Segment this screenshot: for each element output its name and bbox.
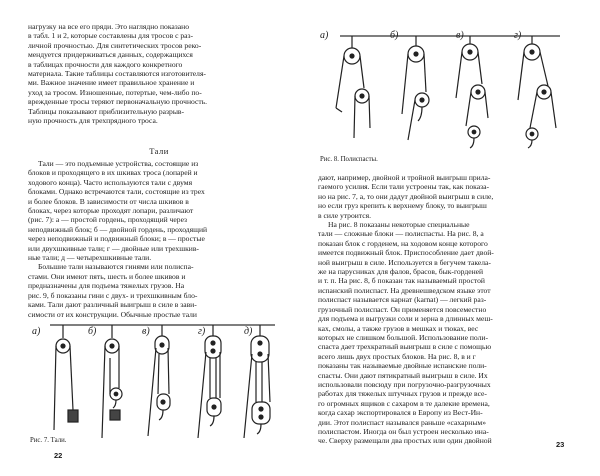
right-body-line: в силе утроится. [318,210,372,220]
left-body-line: через неподвижный и подвижный блоки; в — простые [28,234,205,244]
left-body-line: предназначены для подъема тяжелых грузов. На [28,281,185,291]
fig7-label-b: б) [88,326,97,337]
left-body-line: стами. Они имеют пять, шесть и более шкивов и [28,271,186,281]
left-body-line: рис. 9, б показаны гини с двух- и трехшкивным бло- [28,290,198,300]
tackle-d-block [198,325,221,438]
right-body-line: когда сахар экспортировался в Европу из Вест-Ин- [318,408,483,418]
tackle-b-block [102,325,122,438]
polyspast-d [518,36,556,148]
polyspast-a [336,36,370,138]
right-body-line: работах для тяжелых штучных грузов и прежде все- [318,389,487,399]
left-intro-text [28,22,290,125]
fig7-label-e: д) [244,326,253,337]
fig8-label-b: б) [390,30,399,41]
right-body-line: спасты. Они дают пятикратный выигрыш в силе. Их [318,370,488,380]
fig7-label-d: г) [198,326,206,337]
fig8-label-c: в) [456,30,464,41]
left-body-line: ные тали; д — четырехшкивные тали. [28,253,152,263]
figure-8-polyspasts [318,28,580,152]
right-body-line: полиспастом. Иногда он был устроен несколько ина- [318,426,489,436]
polyspast-b [402,36,429,140]
right-body-line: для подъема и выгрузки соли и зерна в длинных меш- [318,314,493,324]
right-body-line: спаста дает трехкратный выигрыш в силе с помощью [318,342,492,352]
right-body-line: но на рис. 7, а, то они дадут двойной выигрыш в силе, [318,191,494,201]
right-body-line: го огромных ящиков с сахаром в те далекие времена, [318,398,490,408]
left-body-line: блоков и проходящего в их шкивах троса (лопарей и [28,168,198,178]
figure-7-tackles [30,318,292,446]
right-body-line: грузочный полиспаст. Он применяется повсеместно [318,304,487,314]
right-body-line: гаемого усилия. Если тали устроены так, как показа- [318,182,490,192]
left-body-line: симости от их конструкции. Обычные простые тали [28,309,197,319]
left-intro-line: в табл. 1 и 2, которые составлены для тросов с раз- [28,31,194,41]
page-number-right: 23 [556,440,565,449]
right-body-line: дают, например, двойной и тройной выигрыш прила- [318,173,491,182]
figure-7-caption: Рис. 7. Тали. [30,437,67,444]
left-intro-line: Таблицы показывают приблизительную разрыв- [28,106,185,116]
fig7-label-c: в) [142,326,150,337]
left-body-line: (рис. 7): а — простой гордень, проходящий через [28,215,188,225]
page-number-left: 22 [54,451,63,460]
tackle-c-block [148,325,170,436]
left-intro-line: личной прочностью. Для синтетических тросов реко- [28,40,202,50]
right-body-line: тали — сложные блоки — полиспасты. На рис. 8, а [318,229,484,239]
right-body-line: ках, смолы, а также грузов в мешках и тюках, вес [318,323,479,333]
figure-8-caption: Рис. 8. Полиспасты. [320,156,378,163]
right-body-line: всего лишь двух простых блоков. На рис. 8, в и г [318,351,476,361]
right-body-line: испанский полиспаст. На древнешведском языке этот [318,285,491,295]
left-body-line: ками. Тали дают различный выигрыш в силе в зави- [28,300,197,310]
right-body-line: и т. п. На рис. 8, б показан так называемый простой [318,276,485,286]
left-intro-line: ную прочность для трехпрядного троса. [28,116,158,126]
right-body-line: но если груз крепить к верхнему блоку, то выигрыш [318,201,487,211]
left-body-text [28,159,290,319]
right-body-line: же на парусниках для фалов, брасов, бык-горденей [318,267,484,277]
left-body-line: блоках, через которые проходят лопари, различают [28,206,194,216]
left-intro-line: ми. Важное значение имеет правильное хранение и [28,78,195,88]
tackle-e-block [244,325,270,438]
right-body-line: ной выигрыш в силе. Используется в бегучем такела- [318,257,491,267]
right-body-line: На рис. 8 показаны некоторые специальные [328,220,470,230]
left-body-line: блоками. Однако встречаются тали, состоящие из трех [28,187,205,197]
right-body-line: показан блок с горденем, на ходовом конце которого [318,238,488,248]
right-body-line: показаны так называемые двойные испанские поли- [318,361,487,371]
left-intro-line: нагрузку на все его пряди. Это наглядно показано [28,22,190,31]
tackle-a-block [54,325,78,430]
left-intro-line: материала. Такие таблицы составляются изготовителя- [28,69,206,79]
fig8-label-d: г) [514,30,522,41]
right-body-line: которых не слишком большой. Использование поли- [318,332,489,342]
left-body-line: Большие тали называются гинями или полиспа- [38,262,194,272]
fig7-label-a: а) [32,326,41,337]
left-body-line: ходового конца). Часто используются тали с двумя [28,177,193,187]
right-body-line: дии. Этот полиспаст назывался раньше «сахарным» [318,417,487,427]
right-body-line: использовали повсюду при погрузочно-разгрузочных [318,379,491,389]
left-intro-line: в таблицах прочности для каждого конкретного [28,59,183,69]
left-intro-line: мендуется придерживаться данных, содержащихся [28,50,193,60]
left-body-line: и более блоков. В зависимости от числа шкивов в [28,196,189,206]
section-title: Тали [149,146,169,156]
right-body-line: имеется подвижный блок. Приспособление дает двой- [318,248,494,258]
left-body-line: неподвижный блок; б — двойной гордень, проходящий [28,224,208,234]
fig8-label-a: а) [320,30,329,41]
polyspast-c [456,36,488,148]
left-intro-line: уход за тросом. Изношенные, потертые, чем-либо по- [28,87,202,97]
left-intro-line: врежденные тросы теряют первоначальную прочность. [28,97,208,107]
left-body-line: или двухшкивные тали; г — двойные или трехшкив- [28,243,199,253]
right-body-text [318,173,580,446]
right-body-line: полиспаст называется карнат (karnat) — легкий раз- [318,295,487,305]
left-body-line: Тали — это подъемные устройства, состоящие из [38,159,199,168]
right-body-line: че. Сверху размещали два простых или один двойной [318,436,492,446]
